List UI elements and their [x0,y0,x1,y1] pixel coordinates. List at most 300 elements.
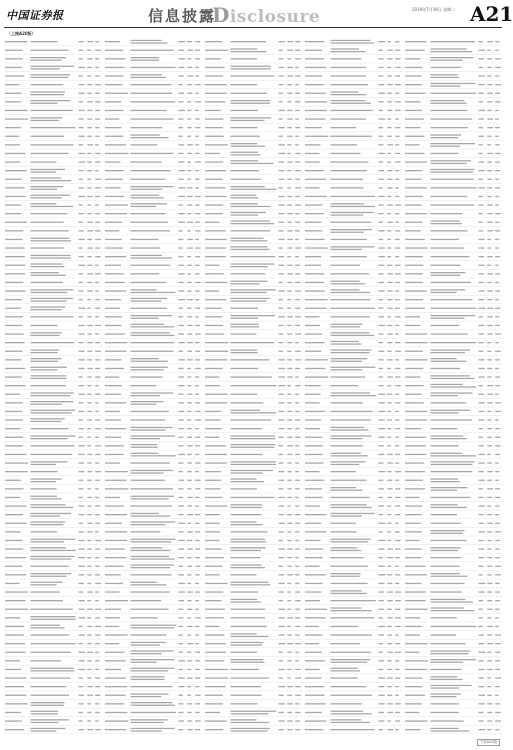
text-line [287,617,293,618]
text-line [487,170,492,171]
text-line [287,325,291,326]
text-line [195,652,200,653]
text-line [230,686,260,687]
text-line [230,412,276,413]
text-line [330,600,375,601]
text-line [378,118,385,119]
text-line [78,566,84,567]
text-line [295,239,299,240]
text-line [105,204,128,205]
text-line [278,419,284,420]
text-line [430,557,461,558]
text-line [387,385,391,386]
text-line [78,720,82,721]
text-line [378,471,385,472]
text-line [295,497,299,498]
text-line [30,582,62,583]
text-line [5,153,25,154]
text-line [378,428,384,429]
text-line [278,609,285,610]
text-line [87,385,91,386]
text-line [305,299,328,300]
text-line [230,359,269,360]
text-line [287,729,292,730]
text-line [278,660,283,661]
text-line [30,161,56,162]
text-line [478,505,484,506]
text-line [95,93,99,94]
section-title-cn: 信息披露 [148,7,217,25]
text-line [330,187,363,188]
text-line [387,333,393,334]
text-line [187,84,191,85]
text-line [378,187,382,188]
text-line [5,583,20,584]
text-line [430,730,469,731]
text-line [278,179,284,180]
text-line [478,402,484,403]
text-line [378,686,384,687]
text-line [330,504,366,505]
text-line [430,583,464,584]
text-line [405,617,420,618]
text-line [105,540,127,541]
text-line [295,359,301,360]
text-line [87,170,92,171]
text-line [405,428,421,429]
text-line [387,265,392,266]
text-line [330,229,372,230]
text-line [295,402,299,403]
text-line [405,376,420,377]
text-line [130,693,168,694]
text-line [278,505,284,506]
text-line [478,222,482,223]
text-line [87,196,92,197]
text-line [205,471,221,472]
text-line [30,713,57,714]
text-line [305,402,320,403]
text-line [495,239,499,240]
text-line [330,324,362,325]
text-line [487,411,491,412]
text-line [387,127,391,128]
text-line [78,703,83,704]
text-line [495,213,501,214]
text-line [387,75,391,76]
text-line [430,395,457,396]
text-line [78,437,82,438]
text-line [230,582,268,583]
text-line [5,299,22,300]
text-line [287,230,292,231]
text-line [278,729,283,730]
text-line [430,358,456,359]
text-line [305,600,320,601]
text-line [395,497,400,498]
text-line [487,196,491,197]
text-line [205,523,220,524]
text-line [195,265,199,266]
text-line [130,153,173,154]
text-line [387,136,392,137]
text-line [230,385,276,386]
text-line [5,505,26,506]
text-line [287,161,292,162]
text-line [230,84,257,85]
page-number: A21 [470,2,513,26]
text-line [30,609,72,610]
text-line [5,609,28,610]
text-line [187,566,192,567]
text-line [287,247,292,248]
text-line [487,695,491,696]
text-line [287,316,293,317]
text-line [130,326,174,327]
text-line [305,308,326,309]
text-line [195,144,199,145]
text-line [387,325,392,326]
text-line [78,574,84,575]
text-line [30,352,57,353]
text-line [430,169,474,170]
text-line [87,480,92,481]
text-line [487,712,492,713]
text-line [495,351,501,352]
text-line [105,729,126,730]
text-line [487,222,492,223]
text-line [487,110,491,111]
text-line [395,419,399,420]
text-line [405,204,422,205]
text-line [495,265,499,266]
text-line [230,461,276,462]
text-line [287,127,292,128]
text-line [478,703,484,704]
text-line [405,213,427,214]
text-line [478,471,483,472]
text-line [405,282,423,283]
text-line [405,505,422,506]
text-line [305,136,328,137]
text-line [287,239,292,240]
text-line [130,558,174,559]
text-line [230,240,267,241]
text-line [330,385,358,386]
text-line [30,521,65,522]
text-line [230,283,259,284]
text-line [478,419,484,420]
text-line [5,41,27,42]
text-line [378,514,383,515]
text-line [5,58,23,59]
text-line [487,118,493,119]
text-line [295,695,301,696]
text-line [195,462,200,463]
text-line [230,584,270,585]
text-line [278,488,283,489]
text-line [95,419,100,420]
text-line [478,695,485,696]
text-line [405,669,427,670]
text-line [387,308,392,309]
text-line [305,75,322,76]
text-line [30,728,65,729]
text-line [205,170,226,171]
text-line [305,247,328,248]
text-line [87,351,92,352]
text-line [130,574,171,575]
text-line [205,136,224,137]
text-line [405,239,425,240]
text-line [78,402,83,403]
text-line [305,256,321,257]
text-line [305,437,322,438]
text-line [295,428,299,429]
text-line [87,93,91,94]
text-line [187,626,192,627]
text-line [195,153,199,154]
text-line [487,729,491,730]
text-line [295,419,300,420]
text-line [330,610,371,611]
text-line [387,591,393,592]
text-line [287,368,292,369]
text-line [378,600,383,601]
text-line [478,308,485,309]
text-line [495,222,499,223]
text-line [330,51,365,52]
text-line [295,634,299,635]
text-line [295,574,299,575]
text-line [78,299,82,300]
text-line [430,77,459,78]
text-line [30,566,69,567]
text-line [187,67,192,68]
text-line [178,557,183,558]
text-line [178,634,182,635]
text-line [295,187,301,188]
text-line [487,299,492,300]
text-line [95,230,100,231]
text-line [78,359,85,360]
text-line [105,256,126,257]
text-line [378,161,383,162]
text-line [387,290,392,291]
text-line [5,308,21,309]
text-line [130,600,161,601]
text-line [478,583,485,584]
text-line [230,220,270,221]
text-line [178,488,183,489]
text-line [205,617,224,618]
text-line [87,445,91,446]
text-line [405,445,426,446]
text-line [178,712,183,713]
text-line [395,385,401,386]
text-line [495,540,500,541]
text-line [95,308,100,309]
text-line [95,634,100,635]
text-line [130,93,172,94]
text-line [195,170,199,171]
text-line [395,566,399,567]
text-line [230,318,258,319]
text-line [295,196,300,197]
text-line [387,428,391,429]
text-line [178,325,184,326]
text-line [478,84,484,85]
text-line [330,265,360,266]
text-line [87,308,91,309]
text-line [387,454,392,455]
text-line [205,144,228,145]
text-line [30,550,75,551]
text-line [287,351,291,352]
text-line [430,410,469,411]
text-line [30,722,58,723]
text-line [495,497,500,498]
text-line [330,232,363,233]
text-line [95,557,99,558]
text-line [487,540,491,541]
text-line [395,548,400,549]
text-line [230,349,257,350]
text-line [187,445,192,446]
text-line [130,318,158,319]
text-line [487,256,492,257]
text-line [295,351,301,352]
text-line [105,50,123,51]
text-line [87,729,92,730]
text-line [395,41,399,42]
text-line [105,402,126,403]
text-line [230,574,256,575]
text-line [278,127,284,128]
text-line [5,540,22,541]
text-line [95,84,101,85]
text-line [178,299,185,300]
text-line [395,531,400,532]
text-line [178,583,185,584]
text-line [30,349,59,350]
text-line [95,265,99,266]
text-line [295,677,301,678]
text-line [395,402,400,403]
text-line [430,342,475,343]
text-line [378,531,382,532]
text-line [130,567,170,568]
text-line [187,282,191,283]
text-line [405,342,427,343]
text-line [95,428,101,429]
text-line [30,668,73,669]
text-line [205,540,219,541]
text-line [430,325,459,326]
text-line [487,419,491,420]
text-line [87,686,92,687]
text-line [278,669,284,670]
text-line [387,471,391,472]
text-line [330,358,367,359]
text-line [430,662,463,663]
text-line [305,204,322,205]
text-line [378,196,384,197]
text-line [230,419,271,420]
text-line [230,146,264,147]
text-line [230,110,258,111]
text-line [378,617,382,618]
text-line [178,196,185,197]
text-line [87,153,91,154]
text-line [287,505,291,506]
text-line [330,419,370,420]
text-line [187,634,191,635]
text-line [495,566,501,567]
text-line [430,110,467,111]
text-line [330,367,375,368]
text-line [495,677,501,678]
text-line [205,196,227,197]
text-line [30,730,56,731]
text-line [387,643,392,644]
text-line [430,160,471,161]
text-line [495,84,501,85]
text-line [430,533,462,534]
text-line [487,333,492,334]
text-line [295,686,301,687]
text-line [30,240,71,241]
text-line [330,557,363,558]
text-line [105,144,126,145]
text-line [87,282,92,283]
text-line [5,247,25,248]
text-line [87,247,93,248]
text-line [195,471,199,472]
text-line [30,461,67,462]
text-line [405,695,425,696]
text-line [287,84,292,85]
text-line [87,342,93,343]
text-line [187,531,192,532]
text-line [387,574,392,575]
text-line [230,195,256,196]
text-line [495,41,499,42]
text-line [30,556,74,557]
text-line [5,703,28,704]
text-line [430,679,462,680]
text-line [178,273,184,274]
text-line [178,368,183,369]
text-line [130,444,157,445]
text-line [195,729,200,730]
text-line [178,609,183,610]
text-line [330,583,367,584]
text-line [178,127,183,128]
text-line [187,265,192,266]
text-line [287,376,292,377]
text-line [330,626,358,627]
text-line [405,222,422,223]
text-line [187,351,192,352]
text-line [395,462,399,463]
text-line [430,223,461,224]
text-line [187,333,192,334]
text-line [378,557,382,558]
text-line [30,435,75,436]
text-line [205,204,223,205]
text-line [205,462,227,463]
